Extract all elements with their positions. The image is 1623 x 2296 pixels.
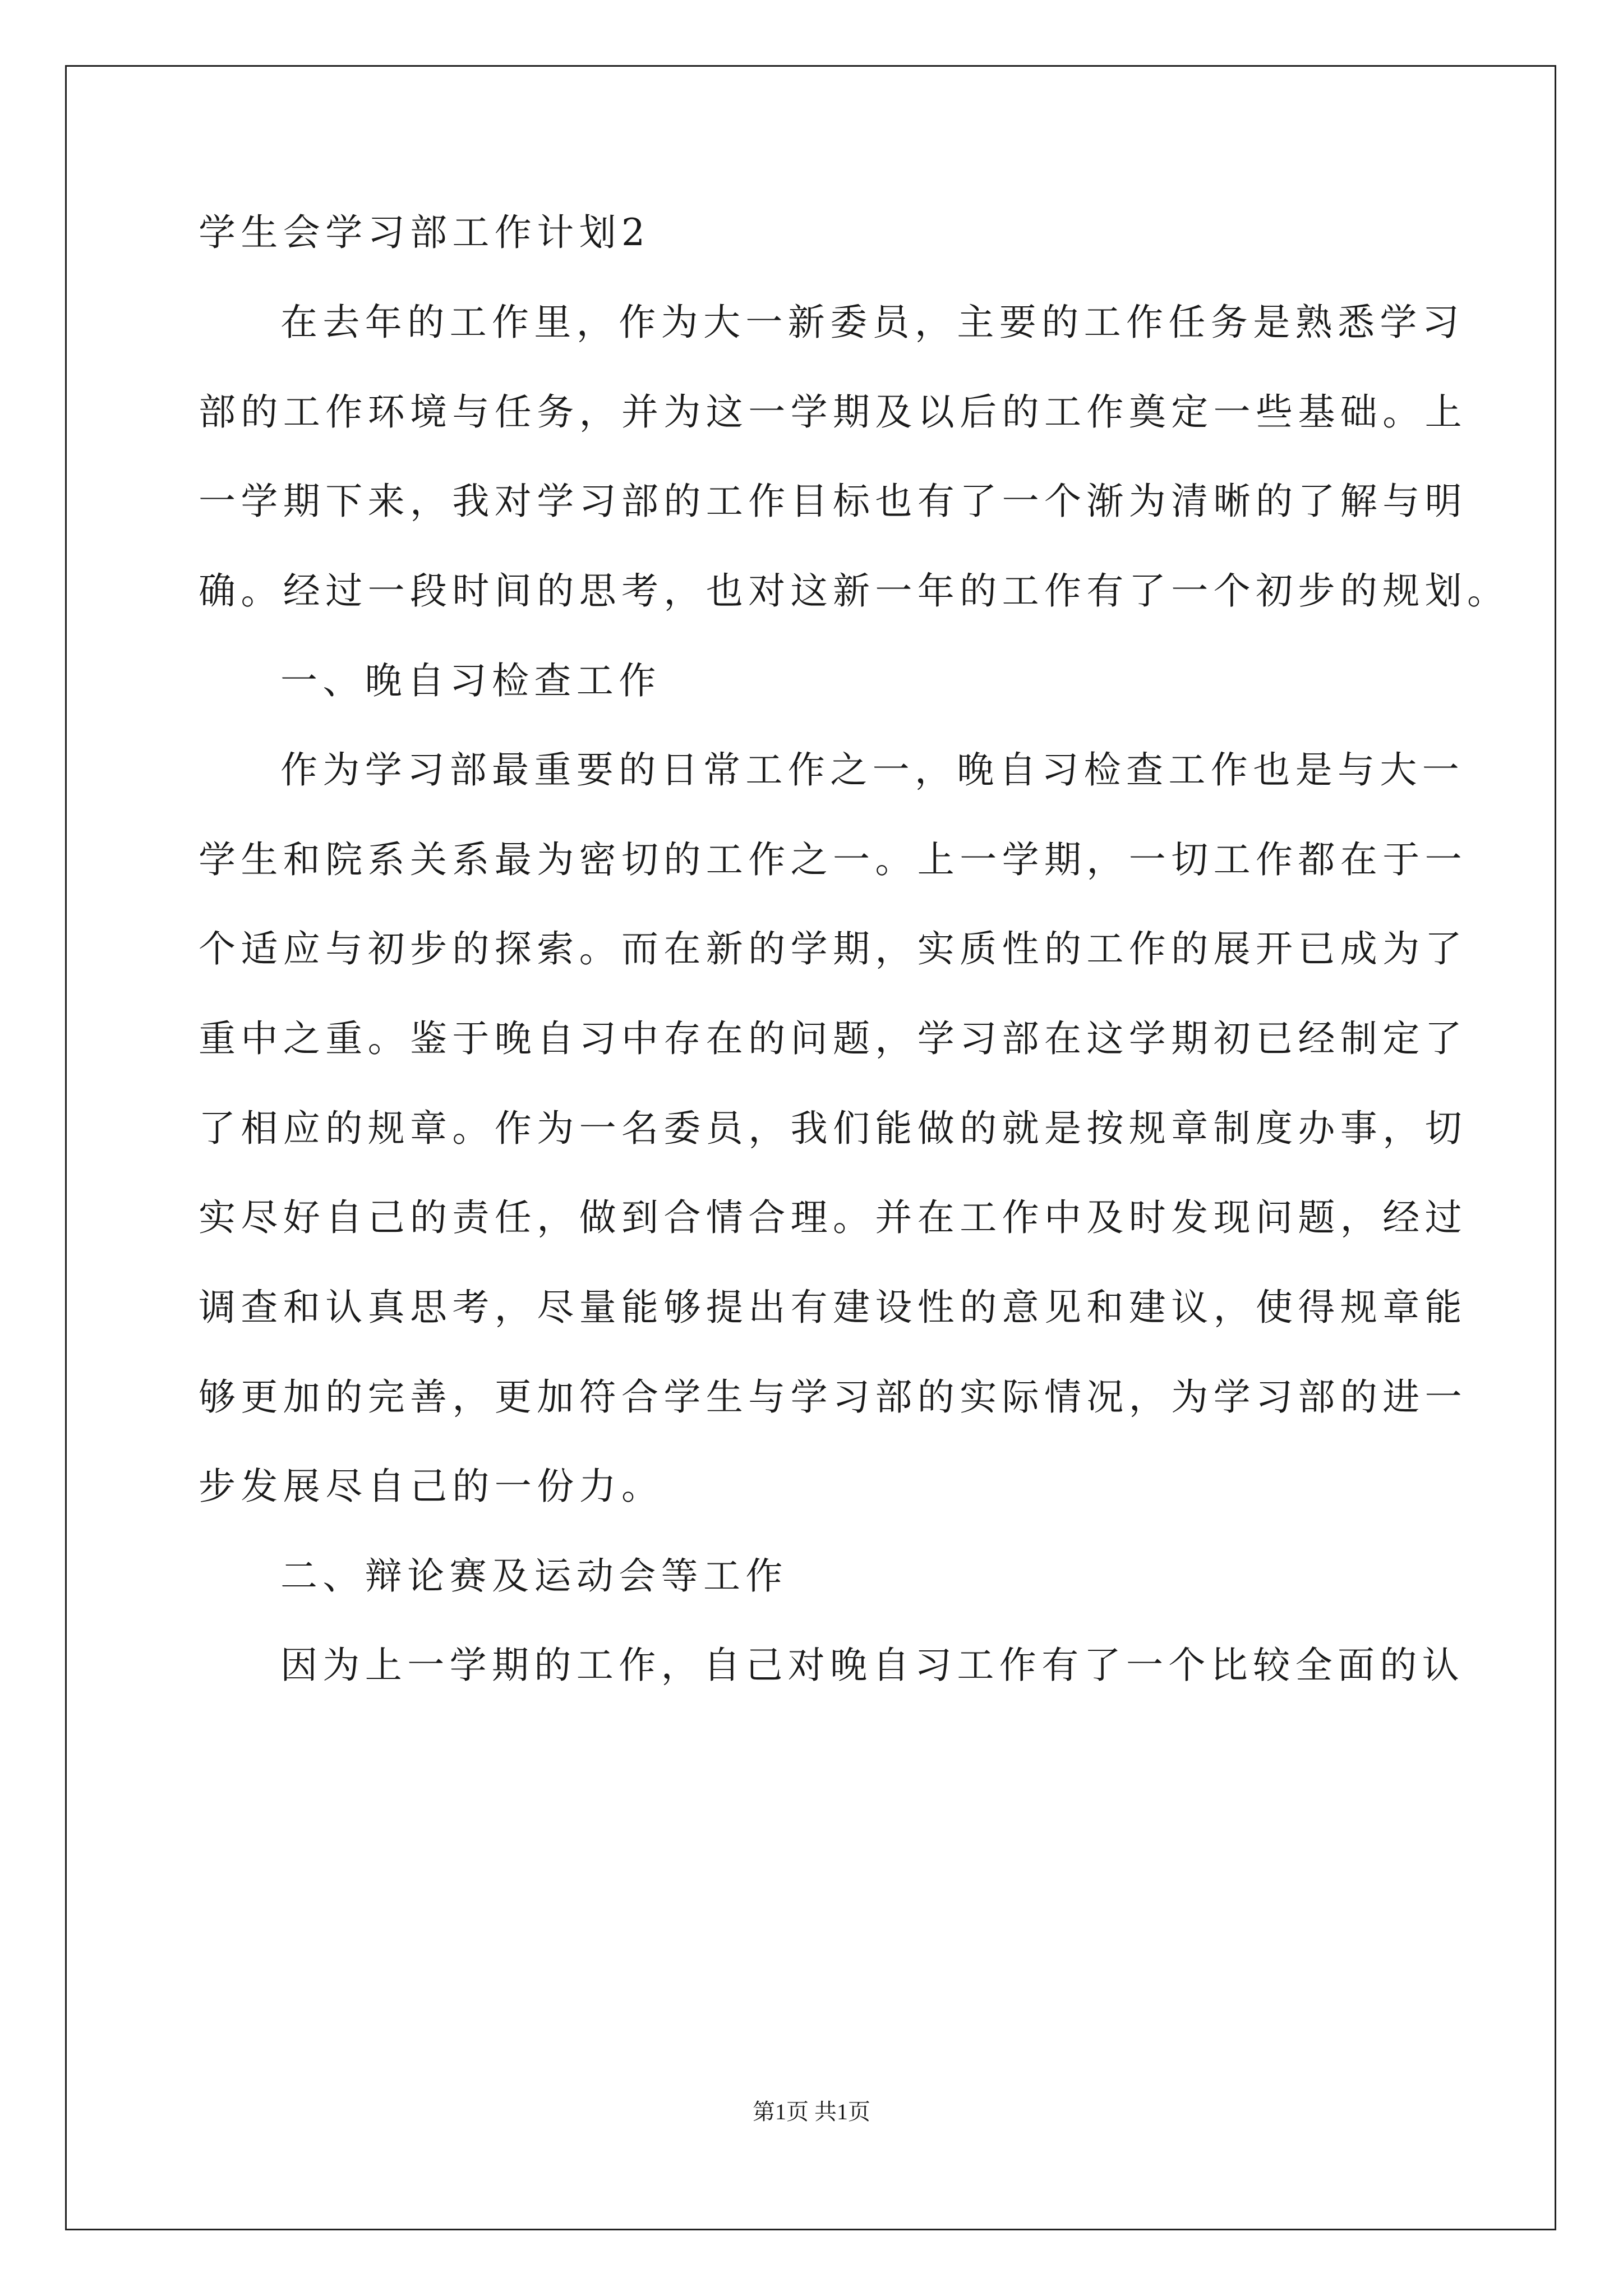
document-title: 学生会学习部工作计划2 [199,211,651,254]
paragraph-line: 够更加的完善，更加符合学生与学习部的实际情况，为学习部的进一 [199,1375,1467,1419]
paragraph-line: 了相应的规章。作为一名委员，我们能做的就是按规章制度办事，切 [199,1107,1467,1150]
paragraph-line: 一学期下来，我对学习部的工作目标也有了一个渐为清晰的了解与明 [199,480,1467,523]
paragraph-line: 个适应与初步的探索。而在新的学期，实质性的工作的展开已成为了 [199,927,1467,970]
paragraph-line: 实尽好自己的责任，做到合情合理。并在工作中及时发现问题，经过 [199,1196,1467,1239]
paragraph-line: 步发展尽自己的一份力。 [199,1465,664,1508]
section-heading: 二、辩论赛及运动会等工作 [280,1554,788,1598]
paragraph-line: 确。经过一段时间的思考，也对这新一年的工作有了一个初步的规划。 [199,569,1510,613]
paragraph-line: 在去年的工作里，作为大一新委员，主要的工作任务是熟悉学习 [280,301,1465,344]
section-heading: 一、晚自习检查工作 [280,659,661,702]
paragraph-line: 学生和院系关系最为密切的工作之一。上一学期，一切工作都在于一 [199,838,1467,881]
paragraph-line: 因为上一学期的工作，自己对晚自习工作有了一个比较全面的认 [280,1644,1465,1687]
paragraph-line: 部的工作环境与任务，并为这一学期及以后的工作奠定一些基础。上 [199,390,1467,434]
paragraph-line: 重中之重。鉴于晚自习中存在的问题，学习部在这学期初已经制定了 [199,1017,1467,1060]
paragraph-line: 调查和认真思考，尽量能够提出有建设性的意见和建议，使得规章能 [199,1286,1467,1329]
paragraph-line: 作为学习部最重要的日常工作之一，晚自习检查工作也是与大一 [280,748,1465,792]
page-footer: 第1页 共1页 [753,2099,870,2124]
